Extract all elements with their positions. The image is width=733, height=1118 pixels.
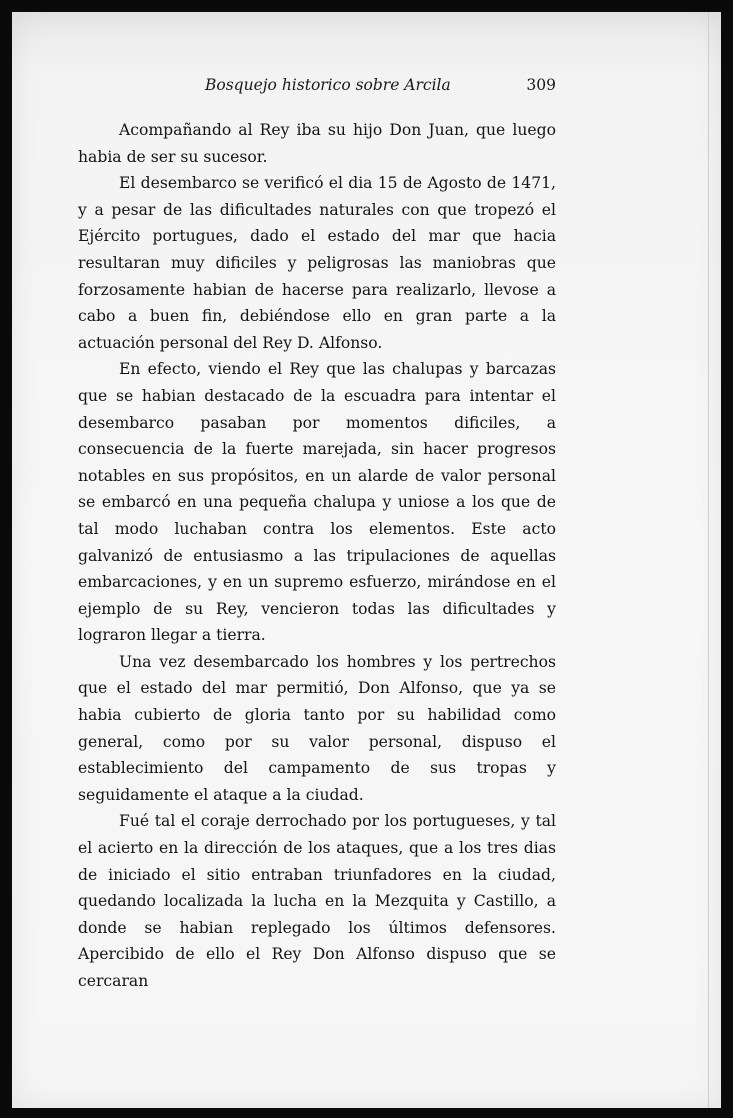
paragraph-5: Fué tal el coraje derrochado por los portugueses, y tal el acierto en la dirección de los ataques, que a los tres dias de iniciado el sitio entraban triunfadores en la ciudad, quedando localizada la lucha en la Mezquita y Castillo, a donde se habian replegado los últimos defensores. Apercibido de ello el Rey Don Alfonso dispuso que se cercaran bbox=[78, 812, 556, 990]
paragraph-4: Una vez desembarcado los hombres y los pertrechos que el estado del mar permitió, Don Alfonso, que ya se habia cubierto de gloria tanto por su habilidad como general, como por su valor personal, dispuso el establecimiento del campamento de sus tropas y seguidamente el ataque a la ciudad. bbox=[78, 652, 556, 804]
running-title: Bosquejo historico sobre Arcila bbox=[205, 76, 451, 94]
paragraph-3: En efecto, viendo el Rey que las chalupas y barcazas que se habian destacado de la escuadra para intentar el desembarco pasaban por momentos dificiles, a consecuencia de la fuerte marejada, sin hacer progresos notables en sus propósitos, en un alarde de valor personal se embarcó en una pequeña chalupa y uniose a los que de tal modo luchaban contra los elementos. Este acto galvanizó de entusiasmo a las tripulaciones de aquellas embarcaciones, y en un supremo esfuerzo, mirándose en el ejemplo de su Rey, vencieron todas las dificultades y lograron llegar a tierra. bbox=[78, 360, 556, 645]
paragraph-1: Acompañando al Rey iba su hijo Don Juan, que luego habia de ser su sucesor. bbox=[78, 121, 556, 166]
page-edge-line bbox=[708, 12, 709, 1108]
body-text bbox=[78, 117, 556, 995]
paragraph-2: El desembarco se verificó el dia 15 de Agosto de 1471, y a pesar de las dificultades naturales con que tropezó el Ejército portugues, dado el estado del mar que hacia resultaran muy dificiles y peligrosas las maniobras que forzosamente habian de hacerse para realizarlo, llevose a cabo a buen fin, debiéndose ello en gran parte a la actuación personal del Rey D. Alfonso. bbox=[78, 174, 556, 352]
page-number: 309 bbox=[526, 76, 556, 94]
